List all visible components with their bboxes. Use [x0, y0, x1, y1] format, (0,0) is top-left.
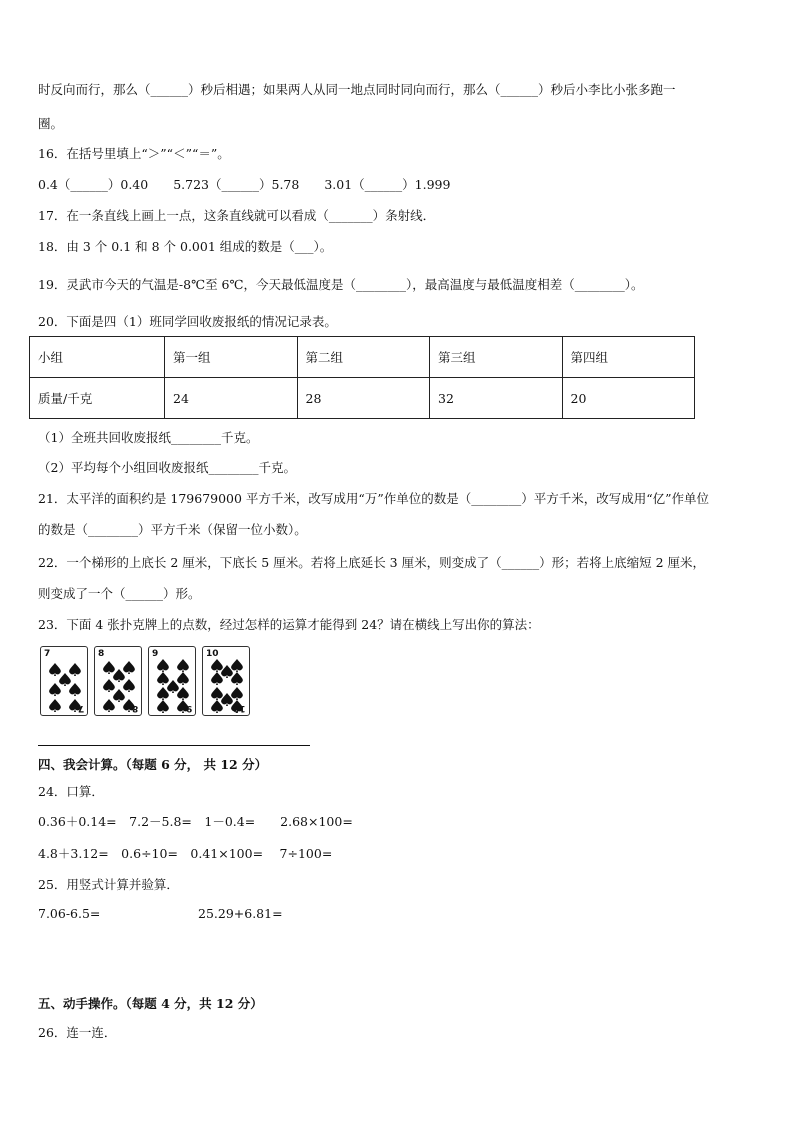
question-25: 25．用竖式计算并验算．: [38, 877, 179, 892]
question-26: 26．连一连．: [38, 1025, 117, 1040]
card-rank: 7: [77, 703, 84, 713]
question-21-line2: 的数是（________）平方千米（保留一位小数）。: [38, 522, 307, 537]
question-22-line1: 22．一个梯形的上底长 2 厘米，下底长 5 厘米。若将上底延长 3 厘米，则变成了（______）形；若将上底缩短 2 厘米，: [38, 555, 706, 570]
table-cell: 第四组: [562, 337, 695, 378]
playing-card: [202, 646, 250, 716]
table-cell: 24: [165, 378, 298, 419]
question-25-item2: 25.29+6.81=: [198, 906, 283, 921]
table-cell: 20: [562, 378, 695, 419]
card-rank: 8: [131, 703, 138, 713]
question-16-items: 0.4（______）0.40 5.723（______）5.78 3.01（______）1.999: [38, 177, 451, 192]
question-15-cont-line2: 圈。: [38, 116, 64, 131]
question-24: 24．口算．: [38, 784, 104, 799]
question-24-row1: 0.36＋0.14= 7.2－5.8= 1－0.4= 2.68×100=: [38, 814, 353, 829]
card-rank: 10: [233, 703, 246, 713]
question-18: 18．由 3 个 0.1 和 8 个 0.001 组成的数是（___）。: [38, 239, 333, 254]
table-cell: 32: [430, 378, 563, 419]
question-25-item1: 7.06-6.5=: [38, 906, 101, 921]
card-rank: 9: [185, 703, 192, 713]
question-19: 19．灵武市今天的气温是-8℃至 6℃，今天最低温度是（________），最高温度与最低温度相差（________）。: [38, 277, 644, 292]
question-20: 20．下面是四（1）班同学回收废报纸的情况记录表。: [38, 314, 337, 329]
card-rank: 8: [98, 649, 105, 659]
playing-card: [94, 646, 142, 716]
question-20-part2: （2）平均每个小组回收废报纸________千克。: [38, 460, 296, 475]
question-23: 23．下面 4 张扑克牌上的点数，经过怎样的运算才能得到 24？请在横线上写出你的算法：: [38, 617, 540, 632]
table-row: [30, 378, 695, 419]
card-rank: 7: [44, 649, 51, 659]
table-row: [30, 337, 695, 378]
table-cell: 第二组: [297, 337, 430, 378]
table-cell: 第一组: [165, 337, 298, 378]
card-rank: 9: [152, 649, 159, 659]
playing-card: [40, 646, 88, 716]
table-cell: 28: [297, 378, 430, 419]
section-4-title: 四、我会计算。（每题 6 分， 共 12 分）: [38, 757, 268, 772]
table-cell: 质量/千克: [30, 378, 165, 419]
question-22-line2: 则变成了一个（______）形。: [38, 586, 201, 601]
question-20-part1: （1）全班共回收废报纸________千克。: [38, 430, 259, 445]
question-16: 16．在括号里填上“＞”“＜”“＝”。: [38, 146, 230, 161]
question-24-row2: 4.8＋3.12= 0.6÷10= 0.41×100= 7÷100=: [38, 846, 333, 861]
question-21-line1: 21．太平洋的面积约是 179679000 平方千米，改写成用“万”作单位的数是（________）平方千米，改写成用“亿”作单位: [38, 491, 709, 506]
recycling-table: [29, 336, 695, 419]
card-rank: 10: [206, 649, 219, 659]
playing-card: [148, 646, 196, 716]
table-cell: 第三组: [430, 337, 563, 378]
table-cell: 小组: [30, 337, 165, 378]
question-15-cont-line1: 时反向而行，那么（______）秒后相遇；如果两人从同一地点同时同向而行，那么（______）秒后小李比小张多跑一: [38, 82, 676, 97]
section-5-title: 五、动手操作。（每题 4 分，共 12 分）: [38, 996, 263, 1011]
answer-line[interactable]: [38, 745, 310, 746]
question-17: 17．在一条直线上画上一点，这条直线就可以看成（_______）条射线．: [38, 208, 436, 223]
playing-cards: [40, 646, 250, 716]
